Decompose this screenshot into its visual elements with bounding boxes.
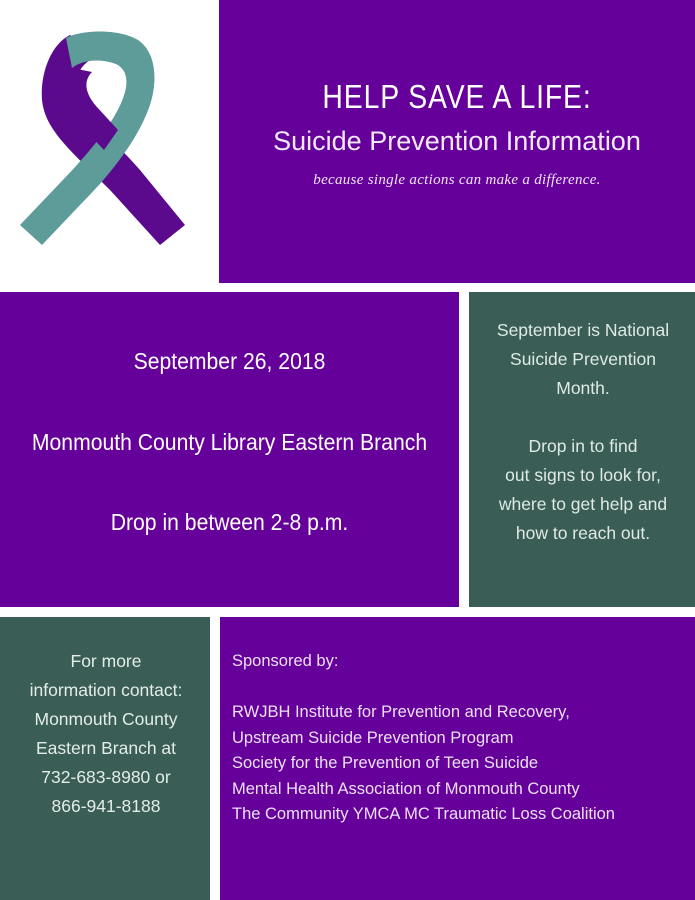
event-time: Drop in between 2-8 p.m. [110, 509, 349, 535]
drop-in-description [471, 432, 695, 548]
awareness-statement [471, 316, 695, 403]
sponsor-item: Society for the Prevention of Teen Suicide [232, 754, 539, 772]
event-details-panel [0, 292, 459, 607]
awareness-line: Drop in to find [528, 436, 638, 456]
contact-info [4, 647, 208, 821]
contact-phone: 866-941-8188 [51, 796, 161, 816]
contact-line: Eastern Branch at [35, 738, 177, 758]
tagline: because single actions can make a difference. [313, 172, 601, 188]
page-subtitle: Suicide Prevention Information [273, 126, 641, 156]
contact-panel [0, 617, 210, 900]
page-title: HELP SAVE A LIFE: [322, 78, 592, 115]
sponsors-panel [220, 617, 695, 900]
awareness-month-panel [469, 292, 695, 607]
sponsors-heading: Sponsored by: [232, 652, 339, 670]
awareness-line: out signs to look for, [505, 465, 661, 485]
event-location: Monmouth County Library Eastern Branch [31, 429, 428, 455]
contact-line: Monmouth County [34, 709, 178, 729]
event-date: September 26, 2018 [133, 348, 326, 374]
awareness-line: September is National [496, 320, 670, 340]
awareness-line: where to get help and [498, 494, 668, 514]
contact-line: information contact: [29, 680, 183, 700]
contact-line: For more [70, 651, 142, 671]
sponsor-list [232, 700, 615, 828]
sponsor-item: Mental Health Association of Monmouth County [232, 779, 580, 798]
awareness-line: how to reach out. [515, 523, 651, 543]
contact-phone: 732-683-8980 or [41, 767, 171, 787]
sponsor-item: Upstream Suicide Prevention Program [232, 728, 514, 747]
awareness-line: Suicide Prevention [510, 349, 656, 369]
awareness-line: Month. [556, 378, 610, 398]
sponsor-item: The Community YMCA MC Traumatic Loss Coalition [232, 805, 615, 823]
ribbon-panel [0, 0, 218, 283]
sponsor-item: RWJBH Institute for Prevention and Recovery, [232, 703, 570, 721]
header-banner [219, 0, 695, 283]
awareness-ribbon-icon [0, 0, 218, 283]
